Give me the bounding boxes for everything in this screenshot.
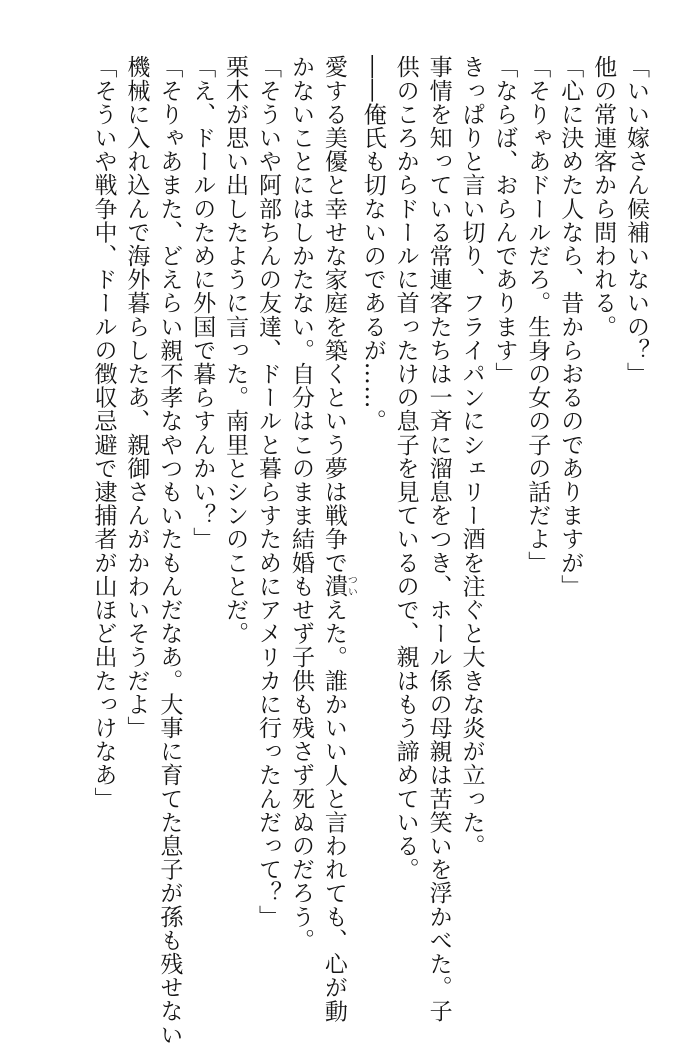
ruby-reading: つい bbox=[345, 574, 357, 598]
text-line: 他の常連客から問われる。 bbox=[590, 55, 617, 339]
text-line: ――俺氏も切ないのであるが……。 bbox=[359, 55, 386, 433]
text-line: 「ならば、おらんであります」 bbox=[491, 55, 518, 386]
text-line: 「そういや戦争中、ドールの徴収忌避で逮捕者が山ほど出たっけなあ」 bbox=[90, 55, 117, 811]
text-line: かないことにはしかたない。自分はこのまま結婚もせず子供も残さず死ぬのだろう。 bbox=[287, 55, 314, 952]
ruby-annotation: 潰つい bbox=[320, 574, 357, 598]
text-line: 愛する美優と幸せな家庭を築くという夢は戦争で潰ついえた。誰かいい人と言われても、心が動 bbox=[320, 55, 357, 1023]
body-text bbox=[87, 55, 652, 1046]
text-line: 「いい嫁さん候補いないの？」 bbox=[623, 55, 649, 386]
text-line: 「え、ドールのために外国で暮らすんかい？」 bbox=[189, 55, 216, 551]
text-line: 機械に入れ込んで海外暮らしたあ、親御さんがかわいそうだよ」 bbox=[123, 55, 150, 740]
text-line: 「そういや阿部ちんの友達、ドールと暮らすためにアメリカに行ったんだって？」 bbox=[255, 55, 282, 929]
text-line: 「そりゃあドールだろ。生身の女の子の話だよ」 bbox=[524, 55, 551, 575]
text-line: 「そりゃあまた、どえらい親不孝なやつもいたもんだなあ。大事に育てた息子が孫も残せない bbox=[156, 55, 183, 1046]
text-line: きっぱりと言い切り、フライパンにシェリー酒を注ぐと大きな炎が立った。 bbox=[458, 55, 485, 858]
text-line: 供のころからドールに首ったけの息子を見ているので、親はもう諦めている。 bbox=[392, 55, 419, 881]
text-line: 事情を知っている常連客たちは一斉に溜息をつき、ホール係の母親は苦笑いを浮かべた。子 bbox=[425, 55, 452, 1023]
text-line: 栗木が思い出したように言った。南里とシンのことだ。 bbox=[222, 55, 249, 645]
text-line: 「心に決めた人なら、昔からおるのでありますが」 bbox=[557, 55, 584, 598]
